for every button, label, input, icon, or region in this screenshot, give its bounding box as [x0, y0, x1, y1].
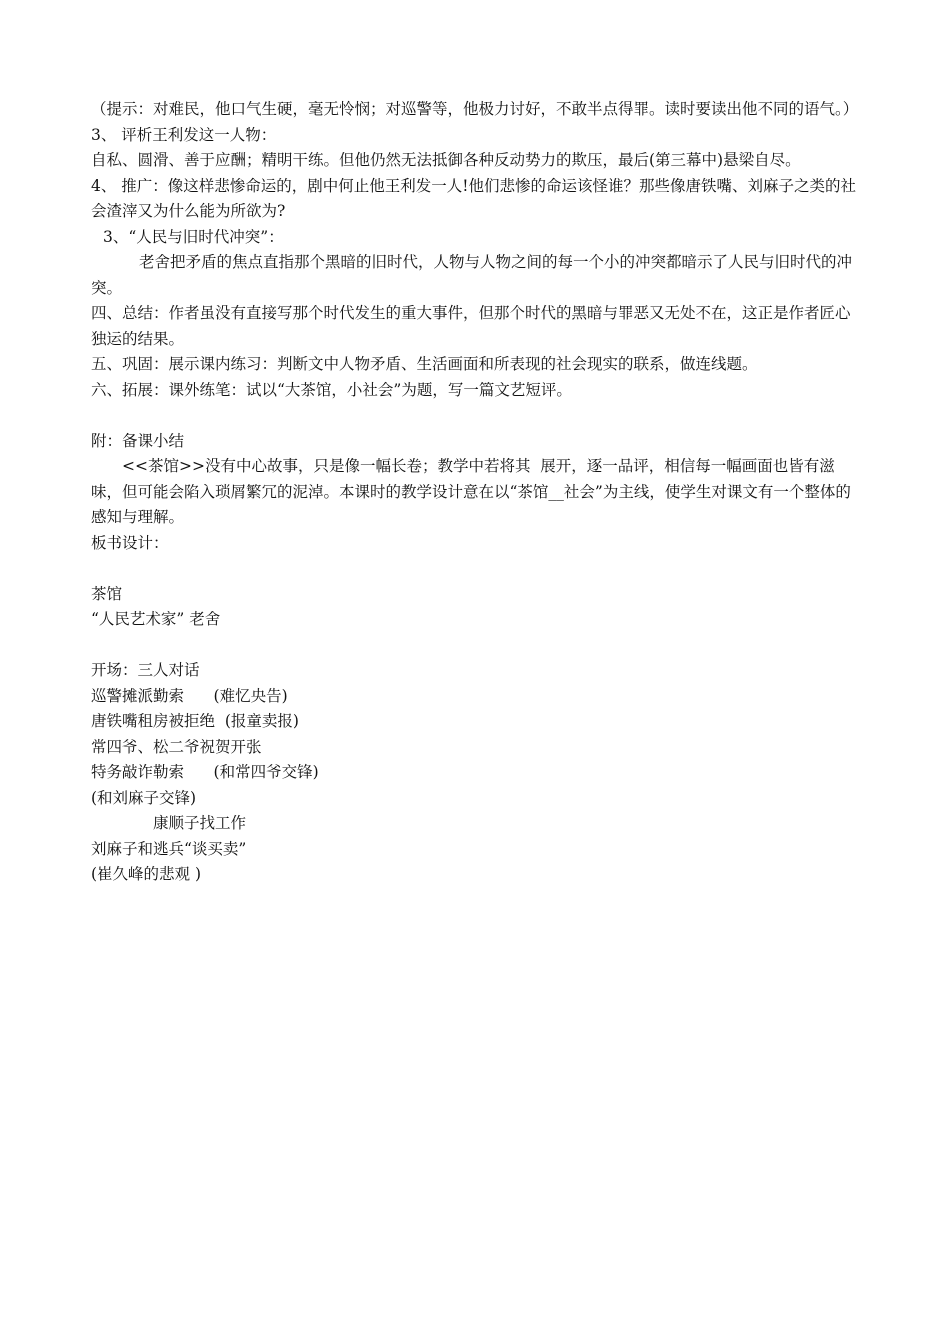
item3-heading: 3、 评析王利发这一人物： — [91, 125, 277, 144]
board-title: 茶馆 — [91, 584, 123, 603]
hint-paragraph: （提示：对难民，他口气生硬，毫无怜悯；对巡警等，他极力讨好，不敢半点得罪。读时要读出他不同的语气。） — [91, 100, 859, 118]
board-line: 康顺子找工作 — [153, 814, 247, 832]
board-line: 常四爷、松二爷祝贺开张 — [91, 737, 262, 756]
consolidate-paragraph: 五、巩固：展示课内练习：判断文中人物矛盾、生活画面和所表现的社会现实的联系，做连线题。 — [91, 355, 758, 373]
board-line: (和刘麻子交锋) — [91, 788, 197, 807]
board-line: 唐铁嘴租房被拒绝 (报童卖报) — [91, 712, 299, 730]
summary-paragraph: 四、总结：作者虽没有直接写那个时代发生的重大事件，但那个时代的黑暗与罪恶又无处不在，这正是作者匠心独运的结果。 — [91, 304, 851, 348]
item3-body: 自私、圆滑、善于应酬；精明干练。但他仍然无法抵御各种反动势力的欺压，最后(第三幕中)悬梁自尽。 — [91, 151, 801, 169]
board-line: (崔久峰的悲观 ) — [91, 865, 202, 883]
section3-heading: 3、“人民与旧时代冲突”： — [103, 227, 284, 246]
extend-paragraph: 六、拓展：课外练笔：试以“大茶馆，小社会”为题，写一篇文艺短评。 — [91, 380, 572, 399]
document-page — [91, 97, 861, 888]
blank-line — [91, 633, 861, 659]
item4-paragraph: 4、 推广：像这样悲惨命运的，剧中何止他王利发一人!他们悲惨的命运该怪谁？那些像唐铁嘴、刘麻子之类的社会渣滓又为什么能为所欲为? — [91, 176, 857, 220]
board-line: 刘麻子和逃兵“谈买卖” — [91, 839, 247, 858]
board-author: “人民艺术家” 老舍 — [91, 610, 221, 628]
board-line: 特务敲诈勒索 (和常四爷交锋) — [91, 763, 319, 781]
appendix-body: <<茶馆>>没有中心故事，只是像一幅长卷；教学中若将其 展开，逐一品评，相信每一幅画面也皆有滋味，但可能会陷入琐屑繁冗的泥淖。本课时的教学设计意在以“茶馆__社会”为主线，使学生对课文有一个整体的感知与理解。 — [91, 457, 851, 526]
board-line: 巡警摊派勤索 (难忆央告) — [91, 686, 288, 705]
blank-line — [91, 556, 861, 582]
board-design-heading: 板书设计： — [91, 533, 169, 552]
blank-line — [91, 403, 861, 429]
section3-body: 老舍把矛盾的焦点直指那个黑暗的旧时代，人物与人物之间的每一个小的冲突都暗示了人民与旧时代的冲突。 — [91, 253, 853, 297]
board-opening: 开场：三人对话 — [91, 661, 200, 679]
appendix-heading: 附：备课小结 — [91, 431, 185, 450]
